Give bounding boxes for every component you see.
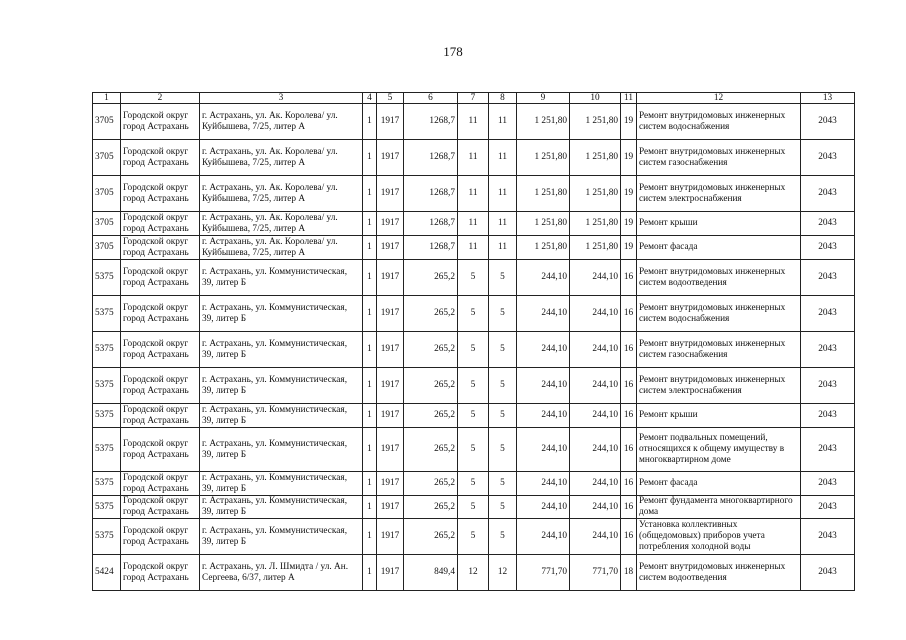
- cell-floor-count: 1: [363, 428, 377, 472]
- cell-plan-year: 2043: [801, 428, 855, 472]
- cell-area-common: 244,10: [570, 368, 621, 404]
- cell-year: 1917: [377, 260, 404, 296]
- cell-area-common: 244,10: [570, 519, 621, 555]
- cell-area-living: 244,10: [517, 368, 570, 404]
- cell-age: 16: [621, 368, 637, 404]
- cell-address: г. Астрахань, ул. Коммунистическая, 39, литер Б: [200, 332, 363, 368]
- cell-address: г. Астрахань, ул. Коммунистическая, 39, литер Б: [200, 472, 363, 496]
- cell-apartments: 11: [458, 140, 489, 176]
- cell-residents: 5: [489, 519, 517, 555]
- cell-work-type: Ремонт крыши: [637, 212, 801, 236]
- header-cell: 3: [200, 93, 363, 104]
- cell-age: 16: [621, 296, 637, 332]
- cell-house-id: 5375: [93, 368, 121, 404]
- cell-residents: 11: [489, 104, 517, 140]
- cell-area-living: 1 251,80: [517, 236, 570, 260]
- cell-residents: 12: [489, 555, 517, 591]
- cell-plan-year: 2043: [801, 332, 855, 368]
- cell-house-id: 5375: [93, 404, 121, 428]
- cell-work-type: Ремонт фундамента многоквартирного дома: [637, 496, 801, 519]
- table-row: [93, 428, 855, 472]
- cell-work-type: Ремонт внутридомовых инженерных систем электроснабжения: [637, 176, 801, 212]
- cell-work-type: Установка коллективных (общедомовых) приборов учета потребления холодной воды: [637, 519, 801, 555]
- cell-address: г. Астрахань, ул. Коммунистическая, 39, литер Б: [200, 404, 363, 428]
- cell-area-living: 244,10: [517, 404, 570, 428]
- cell-municipality: Городской округ город Астрахань: [121, 404, 200, 428]
- cell-municipality: Городской округ город Астрахань: [121, 519, 200, 555]
- cell-area-common: 244,10: [570, 332, 621, 368]
- cell-residents: 5: [489, 404, 517, 428]
- cell-area-living: 244,10: [517, 260, 570, 296]
- cell-area-common: 244,10: [570, 496, 621, 519]
- table-row: [93, 260, 855, 296]
- cell-area: 1268,7: [404, 140, 458, 176]
- cell-apartments: 11: [458, 212, 489, 236]
- cell-address: г. Астрахань, ул. Коммунистическая, 39, литер Б: [200, 496, 363, 519]
- cell-work-type: Ремонт внутридомовых инженерных систем водоотведения: [637, 555, 801, 591]
- cell-age: 16: [621, 404, 637, 428]
- cell-residents: 5: [489, 428, 517, 472]
- cell-apartments: 11: [458, 104, 489, 140]
- cell-residents: 11: [489, 176, 517, 212]
- cell-year: 1917: [377, 496, 404, 519]
- cell-municipality: Городской округ город Астрахань: [121, 332, 200, 368]
- cell-floor-count: 1: [363, 404, 377, 428]
- cell-work-type: Ремонт внутридомовых инженерных систем водоснабжения: [637, 104, 801, 140]
- cell-floor-count: 1: [363, 472, 377, 496]
- cell-area-common: 1 251,80: [570, 176, 621, 212]
- cell-residents: 5: [489, 368, 517, 404]
- cell-work-type: Ремонт фасада: [637, 236, 801, 260]
- cell-area-living: 244,10: [517, 496, 570, 519]
- cell-floor-count: 1: [363, 260, 377, 296]
- header-cell: 8: [489, 93, 517, 104]
- cell-address: г. Астрахань, ул. Коммунистическая, 39, литер Б: [200, 296, 363, 332]
- header-cell: 5: [377, 93, 404, 104]
- cell-area-common: 244,10: [570, 472, 621, 496]
- cell-area-common: 771,70: [570, 555, 621, 591]
- cell-municipality: Городской округ город Астрахань: [121, 368, 200, 404]
- cell-age: 19: [621, 212, 637, 236]
- cell-address: г. Астрахань, ул. Ак. Королева/ ул. Куйбышева, 7/25, литер А: [200, 104, 363, 140]
- header-cell: 7: [458, 93, 489, 104]
- table-row: [93, 236, 855, 260]
- cell-year: 1917: [377, 332, 404, 368]
- cell-municipality: Городской округ город Астрахань: [121, 176, 200, 212]
- cell-plan-year: 2043: [801, 140, 855, 176]
- table-body: [93, 104, 855, 591]
- cell-apartments: 12: [458, 555, 489, 591]
- cell-area-common: 244,10: [570, 260, 621, 296]
- cell-address: г. Астрахань, ул. Коммунистическая, 39, литер Б: [200, 260, 363, 296]
- cell-residents: 11: [489, 212, 517, 236]
- cell-area-living: 244,10: [517, 296, 570, 332]
- table-row: [93, 212, 855, 236]
- cell-work-type: Ремонт внутридомовых инженерных систем электроснабжения: [637, 368, 801, 404]
- cell-floor-count: 1: [363, 368, 377, 404]
- cell-municipality: Городской округ город Астрахань: [121, 104, 200, 140]
- header-cell: 12: [637, 93, 801, 104]
- header-row: [93, 93, 855, 104]
- cell-area-common: 1 251,80: [570, 140, 621, 176]
- cell-house-id: 5424: [93, 555, 121, 591]
- cell-plan-year: 2043: [801, 368, 855, 404]
- cell-work-type: Ремонт крыши: [637, 404, 801, 428]
- table-row: [93, 332, 855, 368]
- cell-floor-count: 1: [363, 496, 377, 519]
- cell-plan-year: 2043: [801, 296, 855, 332]
- cell-age: 16: [621, 428, 637, 472]
- cell-age: 16: [621, 519, 637, 555]
- cell-house-id: 5375: [93, 519, 121, 555]
- cell-area-living: 244,10: [517, 519, 570, 555]
- cell-age: 18: [621, 555, 637, 591]
- cell-area: 265,2: [404, 428, 458, 472]
- cell-floor-count: 1: [363, 236, 377, 260]
- cell-work-type: Ремонт внутридомовых инженерных систем водоотведения: [637, 260, 801, 296]
- cell-floor-count: 1: [363, 519, 377, 555]
- cell-age: 19: [621, 176, 637, 212]
- cell-age: 16: [621, 472, 637, 496]
- cell-year: 1917: [377, 140, 404, 176]
- cell-age: 19: [621, 236, 637, 260]
- table-row: [93, 104, 855, 140]
- cell-apartments: 5: [458, 260, 489, 296]
- cell-municipality: Городской округ город Астрахань: [121, 428, 200, 472]
- cell-municipality: Городской округ город Астрахань: [121, 472, 200, 496]
- cell-address: г. Астрахань, ул. Л. Шмидта / ул. Ан. Сергеева, 6/37, литер А: [200, 555, 363, 591]
- cell-house-id: 3705: [93, 212, 121, 236]
- cell-plan-year: 2043: [801, 260, 855, 296]
- cell-house-id: 3705: [93, 104, 121, 140]
- cell-address: г. Астрахань, ул. Коммунистическая, 39, литер Б: [200, 368, 363, 404]
- cell-area-living: 1 251,80: [517, 140, 570, 176]
- cell-apartments: 5: [458, 472, 489, 496]
- table-row: [93, 472, 855, 496]
- cell-area-living: 1 251,80: [517, 176, 570, 212]
- header-cell: 13: [801, 93, 855, 104]
- cell-work-type: Ремонт внутридомовых инженерных систем водоснабжения: [637, 296, 801, 332]
- table-row: [93, 368, 855, 404]
- cell-area: 1268,7: [404, 104, 458, 140]
- cell-plan-year: 2043: [801, 236, 855, 260]
- cell-year: 1917: [377, 428, 404, 472]
- cell-house-id: 5375: [93, 472, 121, 496]
- cell-residents: 5: [489, 260, 517, 296]
- cell-year: 1917: [377, 555, 404, 591]
- cell-residents: 11: [489, 140, 517, 176]
- cell-area: 265,2: [404, 404, 458, 428]
- cell-municipality: Городской округ город Астрахань: [121, 296, 200, 332]
- cell-age: 16: [621, 260, 637, 296]
- cell-apartments: 5: [458, 296, 489, 332]
- cell-apartments: 11: [458, 236, 489, 260]
- cell-work-type: Ремонт внутридомовых инженерных систем газоснабжения: [637, 140, 801, 176]
- cell-area-common: 1 251,80: [570, 212, 621, 236]
- cell-area-common: 244,10: [570, 428, 621, 472]
- cell-area: 265,2: [404, 472, 458, 496]
- cell-house-id: 3705: [93, 176, 121, 212]
- cell-floor-count: 1: [363, 176, 377, 212]
- cell-plan-year: 2043: [801, 404, 855, 428]
- cell-apartments: 11: [458, 176, 489, 212]
- cell-municipality: Городской округ город Астрахань: [121, 212, 200, 236]
- cell-year: 1917: [377, 104, 404, 140]
- cell-year: 1917: [377, 404, 404, 428]
- table-row: [93, 555, 855, 591]
- cell-house-id: 5375: [93, 332, 121, 368]
- cell-plan-year: 2043: [801, 555, 855, 591]
- cell-age: 19: [621, 140, 637, 176]
- cell-municipality: Городской округ город Астрахань: [121, 555, 200, 591]
- cell-municipality: Городской округ город Астрахань: [121, 496, 200, 519]
- header-cell: 6: [404, 93, 458, 104]
- cell-age: 19: [621, 104, 637, 140]
- cell-area-living: 244,10: [517, 428, 570, 472]
- cell-apartments: 5: [458, 332, 489, 368]
- cell-house-id: 3705: [93, 140, 121, 176]
- cell-house-id: 5375: [93, 260, 121, 296]
- cell-residents: 11: [489, 236, 517, 260]
- header-cell: 4: [363, 93, 377, 104]
- header-cell: 11: [621, 93, 637, 104]
- table-row: [93, 404, 855, 428]
- cell-apartments: 5: [458, 428, 489, 472]
- cell-area-common: 244,10: [570, 296, 621, 332]
- cell-year: 1917: [377, 176, 404, 212]
- table-row: [93, 140, 855, 176]
- cell-area: 1268,7: [404, 236, 458, 260]
- table-row: [93, 519, 855, 555]
- cell-area: 265,2: [404, 368, 458, 404]
- cell-address: г. Астрахань, ул. Коммунистическая, 39, литер Б: [200, 519, 363, 555]
- cell-plan-year: 2043: [801, 496, 855, 519]
- cell-area: 849,4: [404, 555, 458, 591]
- cell-year: 1917: [377, 236, 404, 260]
- header-cell: 10: [570, 93, 621, 104]
- cell-area-common: 1 251,80: [570, 236, 621, 260]
- cell-floor-count: 1: [363, 212, 377, 236]
- cell-floor-count: 1: [363, 555, 377, 591]
- cell-address: г. Астрахань, ул. Ак. Королева/ ул. Куйбышева, 7/25, литер А: [200, 212, 363, 236]
- cell-area-common: 1 251,80: [570, 104, 621, 140]
- cell-year: 1917: [377, 212, 404, 236]
- cell-apartments: 5: [458, 404, 489, 428]
- cell-house-id: 3705: [93, 236, 121, 260]
- cell-area: 265,2: [404, 260, 458, 296]
- cell-age: 16: [621, 496, 637, 519]
- cell-residents: 5: [489, 296, 517, 332]
- cell-plan-year: 2043: [801, 212, 855, 236]
- header-cell: 2: [121, 93, 200, 104]
- cell-residents: 5: [489, 332, 517, 368]
- cell-area: 265,2: [404, 519, 458, 555]
- cell-plan-year: 2043: [801, 104, 855, 140]
- cell-house-id: 5375: [93, 496, 121, 519]
- cell-area-living: 771,70: [517, 555, 570, 591]
- cell-address: г. Астрахань, ул. Ак. Королева/ ул. Куйбышева, 7/25, литер А: [200, 140, 363, 176]
- cell-address: г. Астрахань, ул. Коммунистическая, 39, литер Б: [200, 428, 363, 472]
- cell-work-type: Ремонт фасада: [637, 472, 801, 496]
- cell-work-type: Ремонт подвальных помещений, относящихся к общему имуществу в многоквартирном доме: [637, 428, 801, 472]
- cell-plan-year: 2043: [801, 472, 855, 496]
- cell-year: 1917: [377, 472, 404, 496]
- cell-floor-count: 1: [363, 296, 377, 332]
- cell-area: 1268,7: [404, 176, 458, 212]
- cell-floor-count: 1: [363, 140, 377, 176]
- cell-address: г. Астрахань, ул. Ак. Королева/ ул. Куйбышева, 7/25, литер А: [200, 236, 363, 260]
- cell-year: 1917: [377, 368, 404, 404]
- cell-municipality: Городской округ город Астрахань: [121, 260, 200, 296]
- cell-work-type: Ремонт внутридомовых инженерных систем газоснабжения: [637, 332, 801, 368]
- cell-year: 1917: [377, 519, 404, 555]
- cell-residents: 5: [489, 496, 517, 519]
- cell-residents: 5: [489, 472, 517, 496]
- data-table: [92, 92, 855, 591]
- table-row: [93, 176, 855, 212]
- cell-area: 265,2: [404, 496, 458, 519]
- cell-plan-year: 2043: [801, 176, 855, 212]
- page-number: 178: [443, 44, 463, 59]
- cell-house-id: 5375: [93, 296, 121, 332]
- cell-municipality: Городской округ город Астрахань: [121, 236, 200, 260]
- cell-area-living: 1 251,80: [517, 104, 570, 140]
- cell-area-living: 244,10: [517, 472, 570, 496]
- cell-area-living: 244,10: [517, 332, 570, 368]
- header-cell: 1: [93, 93, 121, 104]
- table-row: [93, 496, 855, 519]
- cell-floor-count: 1: [363, 332, 377, 368]
- cell-apartments: 5: [458, 496, 489, 519]
- cell-plan-year: 2043: [801, 519, 855, 555]
- cell-age: 16: [621, 332, 637, 368]
- cell-year: 1917: [377, 296, 404, 332]
- cell-area: 1268,7: [404, 212, 458, 236]
- cell-municipality: Городской округ город Астрахань: [121, 140, 200, 176]
- cell-address: г. Астрахань, ул. Ак. Королева/ ул. Куйбышева, 7/25, литер А: [200, 176, 363, 212]
- header-cell: 9: [517, 93, 570, 104]
- cell-apartments: 5: [458, 519, 489, 555]
- cell-house-id: 5375: [93, 428, 121, 472]
- table-row: [93, 296, 855, 332]
- cell-area-common: 244,10: [570, 404, 621, 428]
- cell-area: 265,2: [404, 332, 458, 368]
- cell-apartments: 5: [458, 368, 489, 404]
- cell-floor-count: 1: [363, 104, 377, 140]
- cell-area: 265,2: [404, 296, 458, 332]
- cell-area-living: 1 251,80: [517, 212, 570, 236]
